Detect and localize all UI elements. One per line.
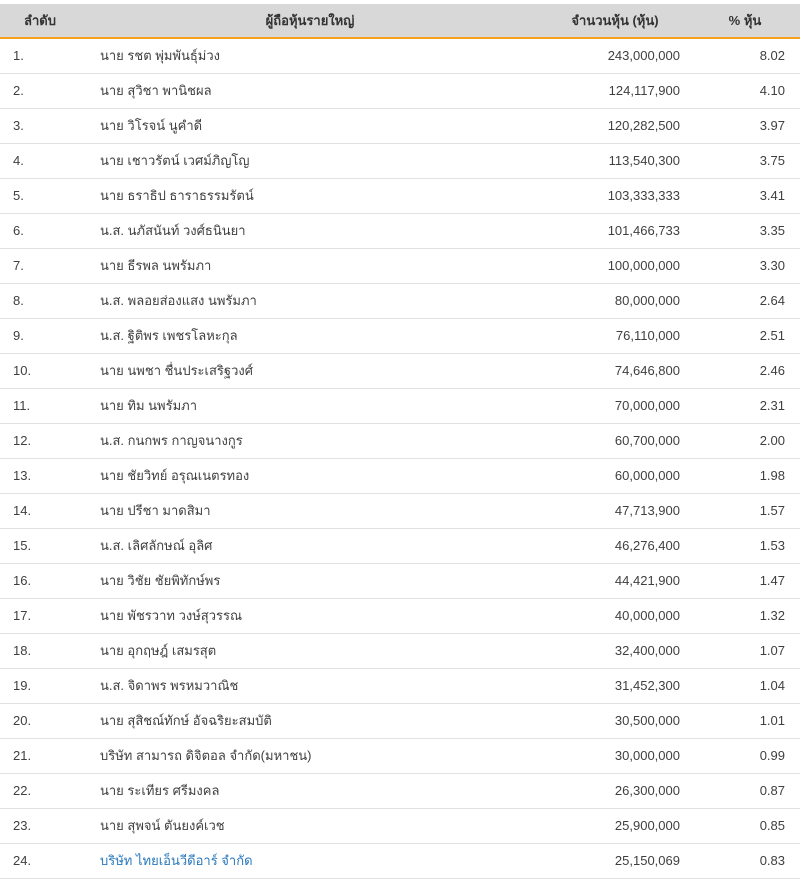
table-row: [0, 564, 800, 599]
shareholder-name-cell: บริษัท สามารถ ดิจิตอล จำกัด(มหาชน): [80, 739, 540, 774]
shareholder-name-cell: นาย ธีรพล นพรัมภา: [80, 249, 540, 284]
shareholder-name-cell: นาย ปรีชา มาดสิมา: [80, 494, 540, 529]
shareholder-name-cell: น.ส. เลิศลักษณ์ อุลิศ: [80, 529, 540, 564]
percent-cell: 1.01: [690, 704, 800, 739]
shareholder-link[interactable]: บริษัท ไทยเอ็นวีดีอาร์ จำกัด: [100, 852, 253, 868]
percent-cell: 3.75: [690, 144, 800, 179]
percent-cell: 1.98: [690, 459, 800, 494]
percent-cell: 1.04: [690, 669, 800, 704]
table-row: [0, 249, 800, 284]
table-row: [0, 179, 800, 214]
shareholder-name-cell: น.ส. จิดาพร พรหมวาณิช: [80, 669, 540, 704]
shares-cell: 26,300,000: [540, 774, 690, 809]
shares-cell: 120,282,500: [540, 109, 690, 144]
percent-cell: 8.02: [690, 38, 800, 74]
shares-cell: 101,466,733: [540, 214, 690, 249]
table-row: [0, 459, 800, 494]
table-row: [0, 634, 800, 669]
shareholder-name-cell: น.ส. พลอยส่องแสง นพรัมภา: [80, 284, 540, 319]
percent-cell: 2.46: [690, 354, 800, 389]
percent-cell: 1.47: [690, 564, 800, 599]
shareholder-name-cell: [80, 844, 540, 879]
shareholder-name-cell: นาย ทิม นพรัมภา: [80, 389, 540, 424]
percent-cell: 3.41: [690, 179, 800, 214]
rank-cell: 5.: [0, 179, 80, 214]
table-row: [0, 38, 800, 74]
percent-cell: 0.99: [690, 739, 800, 774]
shareholder-name-cell: นาย ธราธิป ธาราธรรมรัตน์: [80, 179, 540, 214]
shareholder-name-cell: นาย รชต พุ่มพันธุ์ม่วง: [80, 38, 540, 74]
table-row: [0, 214, 800, 249]
rank-cell: 13.: [0, 459, 80, 494]
rank-cell: 11.: [0, 389, 80, 424]
table-row: [0, 844, 800, 879]
shareholder-name-cell: นาย สุพจน์ ตันยงค์เวช: [80, 809, 540, 844]
percent-cell: 0.83: [690, 844, 800, 879]
table-row: [0, 144, 800, 179]
table-row: [0, 109, 800, 144]
shareholders-table-body: [0, 38, 800, 879]
header-row: [0, 4, 800, 38]
shares-cell: 30,500,000: [540, 704, 690, 739]
shares-cell: 25,150,069: [540, 844, 690, 879]
shares-cell: 47,713,900: [540, 494, 690, 529]
shareholders-table: [0, 4, 800, 879]
column-header-percent: % หุ้น: [690, 4, 800, 38]
table-row: [0, 599, 800, 634]
shares-cell: 44,421,900: [540, 564, 690, 599]
rank-cell: 18.: [0, 634, 80, 669]
rank-cell: 8.: [0, 284, 80, 319]
table-row: [0, 669, 800, 704]
percent-cell: 3.30: [690, 249, 800, 284]
shareholder-name-cell: นาย พัชรวาท วงษ์สุวรรณ: [80, 599, 540, 634]
rank-cell: 22.: [0, 774, 80, 809]
table-row: [0, 284, 800, 319]
shares-cell: 60,000,000: [540, 459, 690, 494]
table-row: [0, 354, 800, 389]
rank-cell: 1.: [0, 38, 80, 74]
table-row: [0, 704, 800, 739]
shares-cell: 60,700,000: [540, 424, 690, 459]
shareholder-name-cell: นาย เชาวรัตน์ เวศม์ภิญโญ: [80, 144, 540, 179]
table-row: [0, 739, 800, 774]
shares-cell: 80,000,000: [540, 284, 690, 319]
percent-cell: 2.00: [690, 424, 800, 459]
table-row: [0, 809, 800, 844]
shares-cell: 100,000,000: [540, 249, 690, 284]
rank-cell: 4.: [0, 144, 80, 179]
shareholder-name-cell: นาย ชัยวิทย์ อรุณเนตรทอง: [80, 459, 540, 494]
table-row: [0, 529, 800, 564]
percent-cell: 1.07: [690, 634, 800, 669]
shareholder-name-cell: น.ส. นภัสนันท์ วงศ์ธนินยา: [80, 214, 540, 249]
shares-cell: 76,110,000: [540, 319, 690, 354]
table-row: [0, 424, 800, 459]
percent-cell: 1.57: [690, 494, 800, 529]
rank-cell: 24.: [0, 844, 80, 879]
shares-cell: 70,000,000: [540, 389, 690, 424]
rank-cell: 7.: [0, 249, 80, 284]
shares-cell: 113,540,300: [540, 144, 690, 179]
rank-cell: 3.: [0, 109, 80, 144]
shares-cell: 30,000,000: [540, 739, 690, 774]
rank-cell: 6.: [0, 214, 80, 249]
shareholder-name-cell: นาย ระเทียร ศรีมงคล: [80, 774, 540, 809]
shares-cell: 40,000,000: [540, 599, 690, 634]
rank-cell: 17.: [0, 599, 80, 634]
shareholder-name-cell: นาย วิโรจน์ นูคำดี: [80, 109, 540, 144]
rank-cell: 20.: [0, 704, 80, 739]
rank-cell: 10.: [0, 354, 80, 389]
percent-cell: 4.10: [690, 74, 800, 109]
shareholder-name-cell: นาย สุสิชณ์ทักษ์ อัจฉริยะสมบัติ: [80, 704, 540, 739]
rank-cell: 19.: [0, 669, 80, 704]
column-header-shares: จำนวนหุ้น (หุ้น): [540, 4, 690, 38]
table-row: [0, 74, 800, 109]
shares-cell: 32,400,000: [540, 634, 690, 669]
shareholder-name-cell: นาย นพชา ชื่นประเสริฐวงศ์: [80, 354, 540, 389]
rank-cell: 15.: [0, 529, 80, 564]
shares-cell: 103,333,333: [540, 179, 690, 214]
percent-cell: 3.97: [690, 109, 800, 144]
percent-cell: 1.53: [690, 529, 800, 564]
rank-cell: 16.: [0, 564, 80, 599]
shares-cell: 25,900,000: [540, 809, 690, 844]
shareholder-name-cell: นาย สุวิชา พานิชผล: [80, 74, 540, 109]
table-header: [0, 4, 800, 38]
percent-cell: 1.32: [690, 599, 800, 634]
table-row: [0, 319, 800, 354]
column-header-name: ผู้ถือหุ้นรายใหญ่: [80, 4, 540, 38]
percent-cell: 2.51: [690, 319, 800, 354]
table-row: [0, 494, 800, 529]
shareholder-name-cell: น.ส. ฐิติพร เพชรโลหะกุล: [80, 319, 540, 354]
table-row: [0, 774, 800, 809]
shares-cell: 46,276,400: [540, 529, 690, 564]
percent-cell: 2.31: [690, 389, 800, 424]
rank-cell: 23.: [0, 809, 80, 844]
shares-cell: 243,000,000: [540, 38, 690, 74]
column-header-rank: ลำดับ: [0, 4, 80, 38]
rank-cell: 12.: [0, 424, 80, 459]
percent-cell: 2.64: [690, 284, 800, 319]
shareholder-name-cell: นาย วิชัย ชัยพิทักษ์พร: [80, 564, 540, 599]
percent-cell: 3.35: [690, 214, 800, 249]
percent-cell: 0.87: [690, 774, 800, 809]
shares-cell: 74,646,800: [540, 354, 690, 389]
rank-cell: 9.: [0, 319, 80, 354]
shareholder-name-cell: นาย อุกฤษฎ์ เสมรสุต: [80, 634, 540, 669]
rank-cell: 2.: [0, 74, 80, 109]
table-row: [0, 389, 800, 424]
shareholder-name-cell: น.ส. กนกพร กาญจนางกูร: [80, 424, 540, 459]
percent-cell: 0.85: [690, 809, 800, 844]
shares-cell: 31,452,300: [540, 669, 690, 704]
rank-cell: 21.: [0, 739, 80, 774]
rank-cell: 14.: [0, 494, 80, 529]
shares-cell: 124,117,900: [540, 74, 690, 109]
